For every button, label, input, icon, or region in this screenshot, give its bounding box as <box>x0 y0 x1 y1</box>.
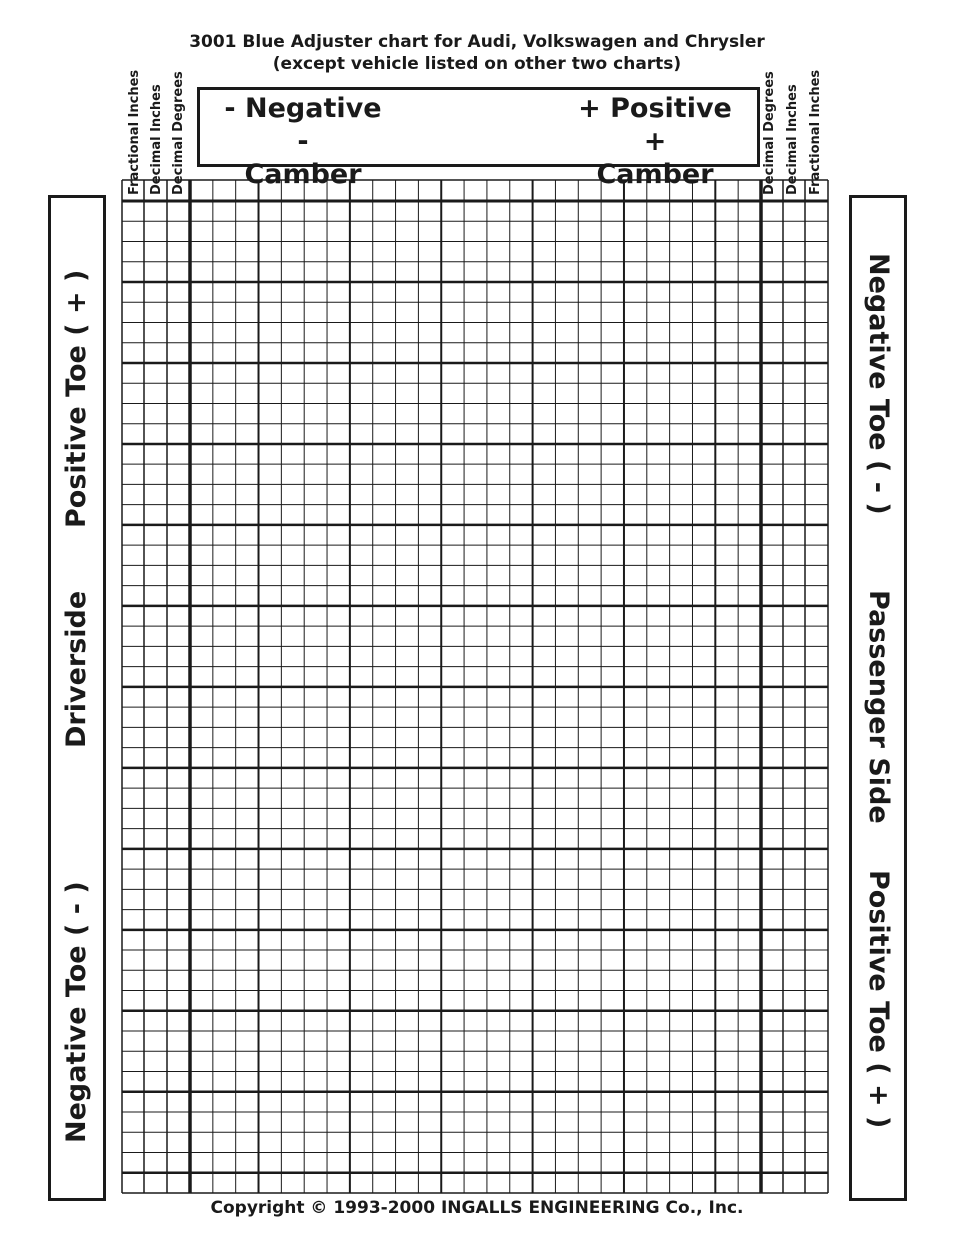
left-negative-toe-label: Negative Toe ( - ) <box>61 881 92 1143</box>
grid-lines <box>122 180 828 1193</box>
chart-subtitle: (except vehicle listed on other two charts) <box>272 54 682 74</box>
right-positive-toe-label: Positive Toe ( + ) <box>863 870 894 1129</box>
right-negative-toe-label: Negative Toe ( - ) <box>863 253 894 515</box>
chart-title: 3001 Blue Adjuster chart for Audi, Volkswagen and Chrysler <box>189 32 765 52</box>
left-decimal-degrees-header: Decimal Degrees <box>171 71 186 195</box>
driverside-label: Driverside <box>61 590 92 748</box>
right-fractional-inches-header: Fractional Inches <box>808 69 823 195</box>
negative-camber-line2: Camber <box>244 159 362 190</box>
positive-camber-line1: + Positive + <box>578 93 732 157</box>
left-positive-toe-label: Positive Toe ( + ) <box>61 269 92 528</box>
copyright-notice: Copyright © 1993-2000 INGALLS ENGINEERING Co., Inc. <box>210 1198 744 1218</box>
right-decimal-inches-header: Decimal Inches <box>785 84 800 195</box>
right-decimal-degrees-header: Decimal Degrees <box>762 71 777 195</box>
passenger-side-label: Passenger Side <box>863 590 894 824</box>
left-decimal-inches-header: Decimal Inches <box>149 84 164 195</box>
left-fractional-inches-header: Fractional Inches <box>127 69 142 195</box>
negative-camber-line1: - Negative - <box>224 93 382 157</box>
positive-camber-line2: Camber <box>596 159 714 190</box>
